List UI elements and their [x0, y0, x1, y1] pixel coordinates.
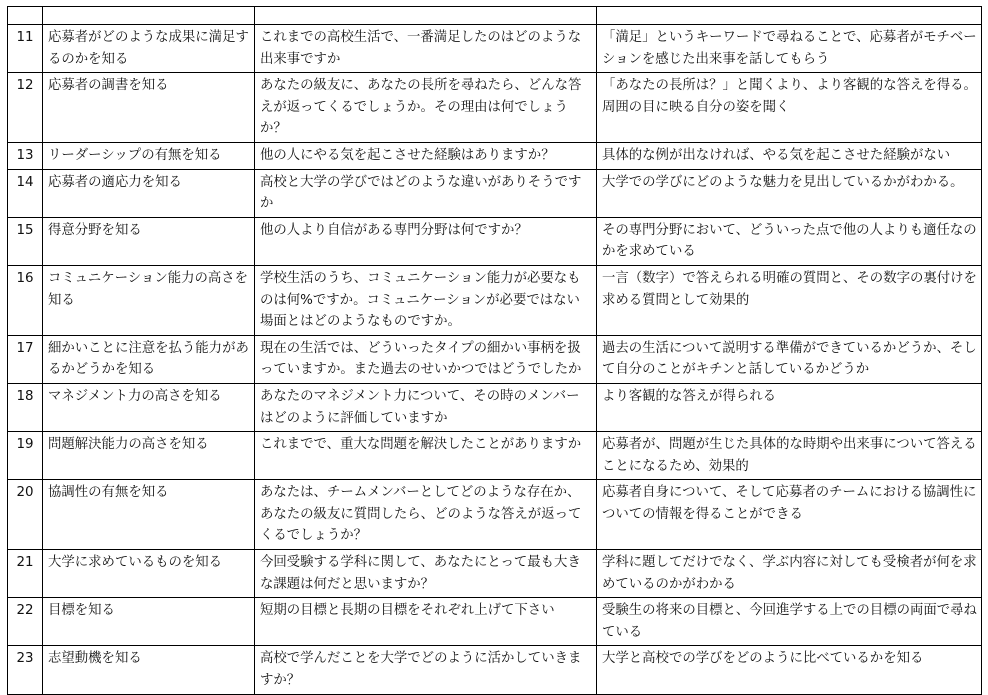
table-row [8, 480, 982, 550]
cell-note: 大学での学びにどのような魅力を見出しているかがわかる。 [597, 169, 982, 217]
cell-note: 受験生の将来の目標と、今回進学する上での目標の両面で尋ねている [597, 598, 982, 646]
cell-number: 21 [8, 550, 43, 598]
cell-aim: 志望動機を知る [43, 646, 255, 694]
cell-aim: 大学に求めているものを知る [43, 550, 255, 598]
cell-note [597, 7, 982, 25]
cell-note: その専門分野において、どういった点で他の人よりも適任なのかを求めている [597, 217, 982, 265]
cell-note: 学科に題してだけでなく、学ぶ内容に対しても受検者が何を求めているのかがわかる [597, 550, 982, 598]
table-row [8, 169, 982, 217]
cell-number: 23 [8, 646, 43, 694]
cell-aim: 細かいことに注意を払う能力があるかどうかを知る [43, 335, 255, 383]
cell-aim: 問題解決能力の高さを知る [43, 432, 255, 480]
cell-aim: マネジメント力の高さを知る [43, 383, 255, 431]
cell-aim [43, 7, 255, 25]
cell-number: 20 [8, 480, 43, 550]
cell-aim: コミュニケーション能力の高さを知る [43, 265, 255, 335]
table-row [8, 25, 982, 73]
cell-question: 高校で学んだことを大学でどのように活かしていきますか？ [255, 646, 597, 694]
cell-number: 18 [8, 383, 43, 431]
cell-number: 12 [8, 73, 43, 143]
cell-question [255, 7, 597, 25]
cell-aim: 応募者の適応力を知る [43, 169, 255, 217]
cell-number: 17 [8, 335, 43, 383]
table-row [8, 432, 982, 480]
cell-question: あなたの級友に、あなたの長所を尋ねたら、どんな答えが返ってくるでしょうか。その理由は何でしょうか？ [255, 73, 597, 143]
cell-question: 今回受験する学科に関して、あなたにとって最も大きな課題は何だと思いますか？ [255, 550, 597, 598]
cell-number [8, 7, 43, 25]
cell-note: 過去の生活について説明する準備ができているかどうか、そして自分のことがキチンと話しているかどうか [597, 335, 982, 383]
table-row [8, 73, 982, 143]
cell-aim: 応募者の調書を知る [43, 73, 255, 143]
cell-aim: 協調性の有無を知る [43, 480, 255, 550]
table-row [8, 550, 982, 598]
cell-aim: 応募者がどのような成果に満足するのかを知る [43, 25, 255, 73]
cell-note: 具体的な例が出なければ、やる気を起こさせた経験がない [597, 142, 982, 169]
cell-number: 14 [8, 169, 43, 217]
cell-question: 他の人にやる気を起こさせた経験はありますか？ [255, 142, 597, 169]
cell-aim: 得意分野を知る [43, 217, 255, 265]
cell-question: これまでで、重大な問題を解決したことがありますか [255, 432, 597, 480]
table-row-blank [8, 7, 982, 25]
cell-number: 11 [8, 25, 43, 73]
cell-note: 応募者が、問題が生じた具体的な時期や出来事について答えることになるため、効果的 [597, 432, 982, 480]
cell-number: 13 [8, 142, 43, 169]
table-row [8, 217, 982, 265]
cell-aim: リーダーシップの有無を知る [43, 142, 255, 169]
cell-question: 学校生活のうち、コミュニケーション能力が必要なものは何%ですか。コミュニケーションが必要ではない場面とはどのようなものですか。 [255, 265, 597, 335]
cell-question: 短期の目標と長期の目標をそれぞれ上げて下さい [255, 598, 597, 646]
cell-question: 高校と大学の学びではどのような違いがありそうですか [255, 169, 597, 217]
table-row [8, 335, 982, 383]
interview-question-table [7, 6, 982, 695]
cell-note: 「満足」というキーワードで尋ねることで、応募者がモチベーションを感じた出来事を話してもらう [597, 25, 982, 73]
cell-note: より客観的な答えが得られる [597, 383, 982, 431]
table-row [8, 598, 982, 646]
question-table-sheet [7, 6, 981, 695]
cell-question: あなたのマネジメント力について、その時のメンバーはどのように評価していますか [255, 383, 597, 431]
table-row [8, 142, 982, 169]
cell-question: 他の人より自信がある専門分野は何ですか？ [255, 217, 597, 265]
cell-number: 22 [8, 598, 43, 646]
table-row [8, 265, 982, 335]
cell-number: 15 [8, 217, 43, 265]
cell-note: 応募者自身について、そして応募者のチームにおける協調性についての情報を得ることができる [597, 480, 982, 550]
cell-question: 現在の生活では、どういったタイプの細かい事柄を扱っていますか。また過去のせいかつではどうでしたか [255, 335, 597, 383]
cell-question: あなたは、チームメンバーとしてどのような存在か、あなたの級友に質問したら、どのような答えが返ってくるでしょうか？ [255, 480, 597, 550]
table-row [8, 646, 982, 694]
table-row [8, 383, 982, 431]
cell-note: 大学と高校での学びをどのように比べているかを知る [597, 646, 982, 694]
cell-aim: 目標を知る [43, 598, 255, 646]
cell-question: これまでの高校生活で、一番満足したのはどのような出来事ですか [255, 25, 597, 73]
cell-number: 16 [8, 265, 43, 335]
cell-number: 19 [8, 432, 43, 480]
table-body [8, 7, 982, 695]
cell-note: 一言（数字）で答えられる明確の質問と、その数字の裏付けを求める質問として効果的 [597, 265, 982, 335]
cell-note: 「あなたの長所は？」と聞くより、より客観的な答えを得る。周囲の目に映る自分の姿を聞く [597, 73, 982, 143]
